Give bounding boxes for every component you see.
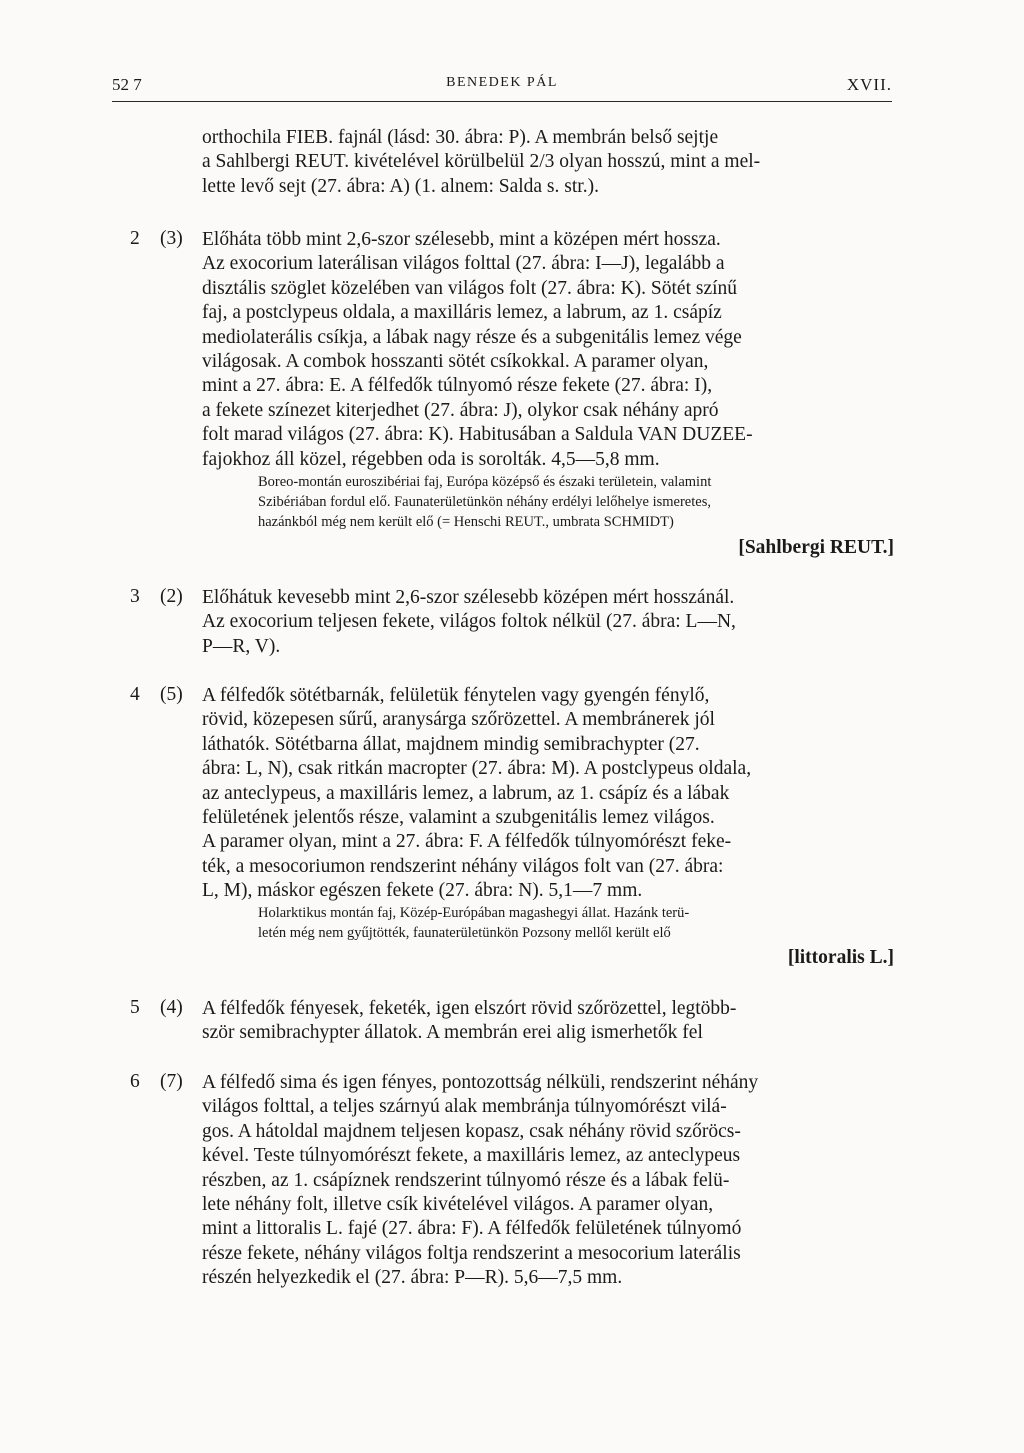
text-line: faj, a postclypeus oldala, a maxilláris lemez, a labrum, az 1. csápíz	[202, 302, 722, 324]
text-line: folt marad világos (27. ábra: K). Habitusában a Saldula VAN DUZEE-	[202, 424, 753, 446]
couplet-2-text	[202, 228, 894, 472]
text-line: ték, a mesocoriumon rendszerint néhány világos folt van (27. ábra:	[202, 855, 724, 877]
couplet-5-text	[202, 997, 894, 1046]
text-line: gos. A hátoldal majdnem teljesen kopasz, csak néhány rövid szőröcs-	[202, 1120, 741, 1142]
text-line: a fekete színezet kiterjedhet (27. ábra: J), olykor csak néhány apró	[202, 399, 719, 421]
text-line: L, M), máskor egészen fekete (27. ábra: N). 5,1—7 mm.	[202, 880, 643, 902]
text-line: része fekete, néhány világos foltja rendszerint a mesocorium laterális	[202, 1242, 741, 1264]
couplet-reference: (5)	[160, 684, 183, 705]
couplet-4-text	[202, 684, 894, 904]
couplet-number: 5	[130, 997, 140, 1018]
text-line: disztális szöglet közelében van világos folt (27. ábra: K). Sötét színű	[202, 277, 738, 299]
running-header	[112, 75, 892, 101]
text-line: világosak. A combok hosszanti sötét csíkokkal. A paramer olyan,	[202, 351, 709, 373]
text-line: kével. Teste túlnyomórészt fekete, a maxilláris lemez, az anteclypeus	[202, 1145, 741, 1167]
couplet-2-distribution-note	[258, 473, 894, 532]
text-line: A félfedők sötétbarnák, felületük fénytelen vagy gyengén fénylő,	[202, 685, 710, 706]
text-line: az anteclypeus, a maxilláris lemez, a labrum, az 1. csápíz és a lábak	[202, 782, 730, 804]
text-line: mediolaterális csíkja, a lábak nagy része és a subgenitális lemez vége	[202, 326, 742, 348]
species-name: [Sahlbergi REUT.]	[738, 537, 894, 558]
text-line: rövid, közepesen sűrű, aranysárga szőrözettel. A membránerek jól	[202, 709, 715, 731]
couplet-reference: (7)	[160, 1071, 183, 1092]
text-line: fajokhoz áll közel, régebben oda is sorolták. 4,5—5,8 mm.	[202, 448, 660, 470]
text-line: mint a littoralis L. fajé (27. ábra: F). A félfedők felületének túlnyomó	[202, 1218, 742, 1240]
text-line: Előhátuk kevesebb mint 2,6-szor szélesebb középen mért hosszánál.	[202, 587, 735, 608]
text-line: A félfedők fényesek, feketék, igen elszórt rövid szőrözettel, legtöbb-	[202, 998, 737, 1019]
page-number: 52 7	[112, 75, 142, 94]
text-line: P—R, V).	[202, 635, 281, 657]
couplet-3-text	[202, 586, 894, 659]
text-line: a Sahlbergi REUT. kivételével körülbelül 2/3 olyan hosszú, mint a mel-	[202, 151, 761, 173]
text-line: lette levő sejt (27. ábra: A) (1. alnem: Salda s. str.).	[202, 175, 599, 197]
couplet-number: 6	[130, 1071, 140, 1092]
couplet-number: 4	[130, 684, 140, 705]
couplet-number: 3	[130, 586, 140, 607]
text-line: ször semibrachypter állatok. A membrán erei alig ismerhetők fel	[202, 1022, 703, 1044]
header-rule	[112, 101, 892, 102]
text-line: világos folttal, a teljes szárnyú alak membránja túlnyomórészt vilá-	[202, 1096, 727, 1118]
species-name: [littoralis L.]	[787, 947, 894, 968]
running-title: BENEDEK PÁL	[446, 75, 558, 90]
text-line: részén helyezkedik el (27. ábra: P—R). 5,6—7,5 mm.	[202, 1267, 623, 1289]
text-line: Előháta több mint 2,6-szor szélesebb, mint a középen mért hossza.	[202, 229, 721, 250]
text-line: A paramer olyan, mint a 27. ábra: F. A félfedők túlnyomórészt feke-	[202, 831, 732, 853]
note-line: Szibériában fordul elő. Faunaterületünkön néhány erdélyi lelőhelye ismeretes,	[258, 493, 711, 510]
couplet-reference: (3)	[160, 228, 183, 249]
couplet-4-distribution-note	[258, 904, 894, 944]
note-line: hazánkból még nem került elő (= Henschi REUT., umbrata SCHMIDT)	[258, 513, 674, 530]
text-line: mint a 27. ábra: E. A félfedők túlnyomó része fekete (27. ábra: I),	[202, 375, 713, 397]
couplet-number: 2	[130, 228, 140, 249]
text-line: Az exocorium teljesen fekete, világos foltok nélkül (27. ábra: L—N,	[202, 611, 736, 633]
text-line: orthochila FIEB. fajnál (lásd: 30. ábra: P). A membrán belső sejtje	[202, 127, 719, 148]
text-line: láthatók. Sötétbarna állat, majdnem mindig semibrachypter (27.	[202, 733, 700, 755]
text-line: A félfedő sima és igen fényes, pontozottság nélküli, rendszerint néhány	[202, 1072, 759, 1093]
text-line: ábra: L, N), csak ritkán macropter (27. ábra: M). A postclypeus oldala,	[202, 758, 752, 780]
text-line: lete néhány folt, illetve csík kivételével világos. A paramer olyan,	[202, 1194, 714, 1216]
note-line: Boreo-montán euroszibériai faj, Európa középső és északi területein, valamint	[258, 474, 712, 490]
section-number: XVII.	[846, 75, 892, 94]
continuation-paragraph	[202, 126, 894, 199]
couplet-reference: (4)	[160, 997, 183, 1018]
note-line: letén még nem gyűjtötték, faunaterületünkön Pozsony mellől került elő	[258, 924, 671, 941]
couplet-6-text	[202, 1071, 894, 1291]
note-line: Holarktikus montán faj, Közép-Európában magashegyi állat. Hazánk terü-	[258, 905, 690, 921]
text-line: részben, az 1. csápíznek rendszerint túlnyomó része és a lábak felü-	[202, 1169, 730, 1191]
text-line: felületének jelentős része, valamint a szubgenitális lemez világos.	[202, 807, 715, 829]
couplet-reference: (2)	[160, 586, 183, 607]
text-line: Az exocorium laterálisan világos folttal (27. ábra: I—J), legalább a	[202, 253, 725, 275]
